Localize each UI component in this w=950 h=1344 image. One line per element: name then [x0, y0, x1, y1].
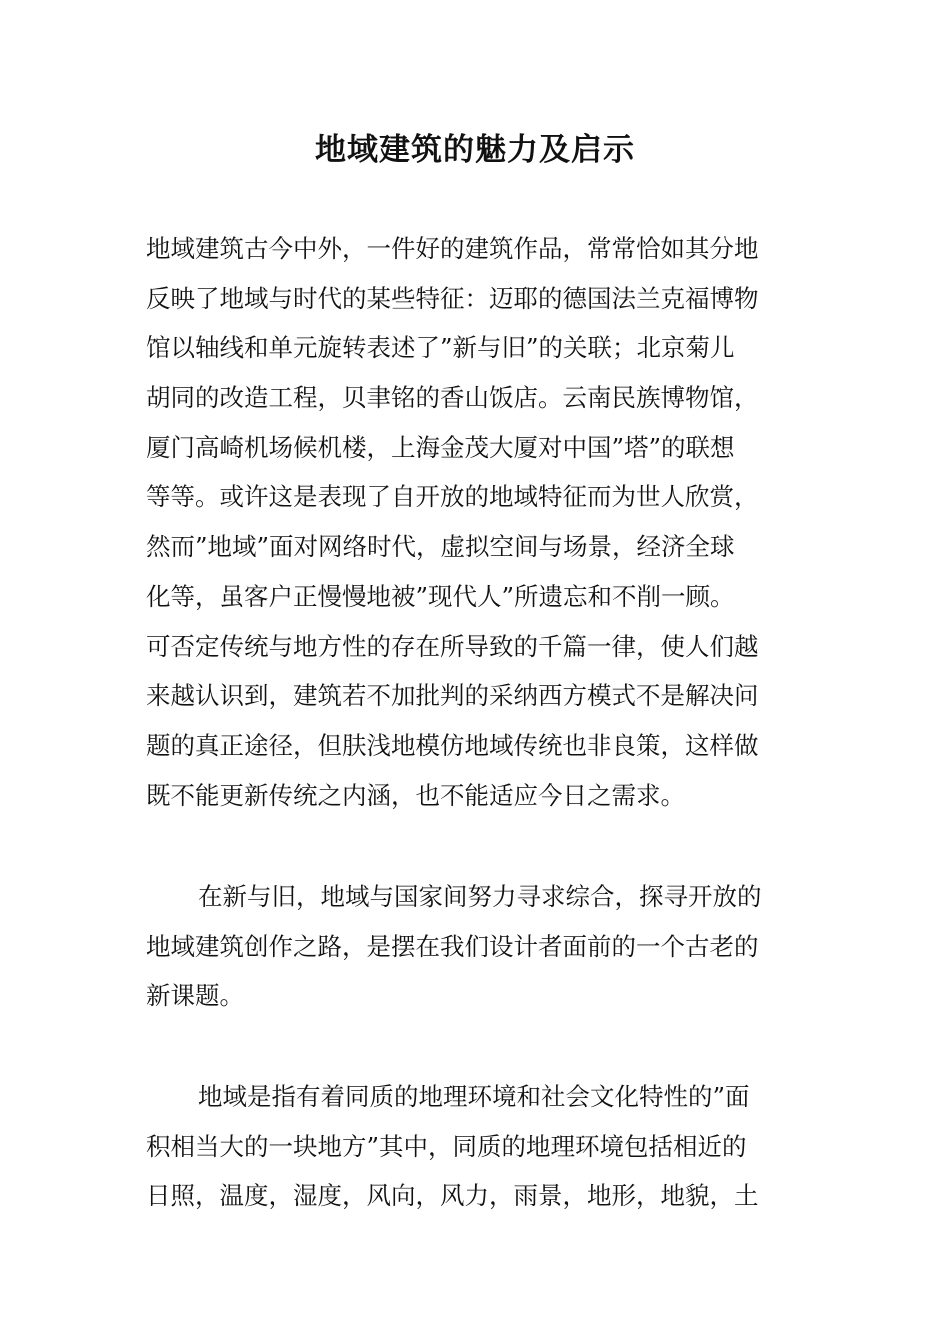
text-line: 胡同的改造工程，贝聿铭的香山饭店。云南民族博物馆， [146, 383, 759, 413]
text-line: 厦门高崎机场候机楼，上海金茂大厦对中国”塔”的联想 [146, 432, 735, 462]
text-line: 地域建筑古今中外，一件好的建筑作品，常常恰如其分地 [146, 234, 759, 263]
text-line: 来越认识到，建筑若不加批判的采纳西方模式不是解决问 [146, 681, 759, 711]
text-line: 新课题。 [146, 981, 244, 1011]
paragraph-2 [146, 872, 808, 1021]
text-line: 反映了地域与时代的某些特征：迈耶的德国法兰克福博物 [146, 283, 759, 313]
text-line: 等等。或许这是表现了自开放的地域特征而为世人欣赏， [146, 482, 759, 512]
text-line: 在新与旧，地域与国家间努力寻求综合，探寻开放的 [198, 882, 762, 911]
text-line: 然而”地域”面对网络时代，虚拟空间与场景，经济全球 [146, 532, 735, 562]
paragraph-3 [146, 1072, 808, 1221]
text-line: 积相当大的一块地方”其中，同质的地理环境包括相近的 [146, 1131, 747, 1161]
text-line: 地域建筑创作之路，是摆在我们设计者面前的一个古老的 [146, 931, 759, 961]
text-line: 地域是指有着同质的地理环境和社会文化特性的”面 [198, 1082, 750, 1111]
text-line: 馆以轴线和单元旋转表述了”新与旧”的关联；北京菊儿 [146, 333, 735, 363]
text-line: 日照，温度，湿度，风向，风力，雨景，地形，地貌，土 [146, 1181, 759, 1211]
text-line: 化等，虽客户正慢慢地被”现代人”所遗忘和不削一顾。 [146, 581, 735, 611]
text-line: 既不能更新传统之内涵，也不能适应今日之需求。 [146, 780, 685, 810]
document-title: 地域建筑的魅力及启示 [315, 132, 635, 168]
text-line: 可否定传统与地方性的存在所导致的千篇一律，使人们越 [146, 631, 759, 661]
text-line: 题的真正途径，但肤浅地模仿地域传统也非良策，这样做 [146, 730, 759, 760]
paragraph-1 [146, 224, 808, 820]
